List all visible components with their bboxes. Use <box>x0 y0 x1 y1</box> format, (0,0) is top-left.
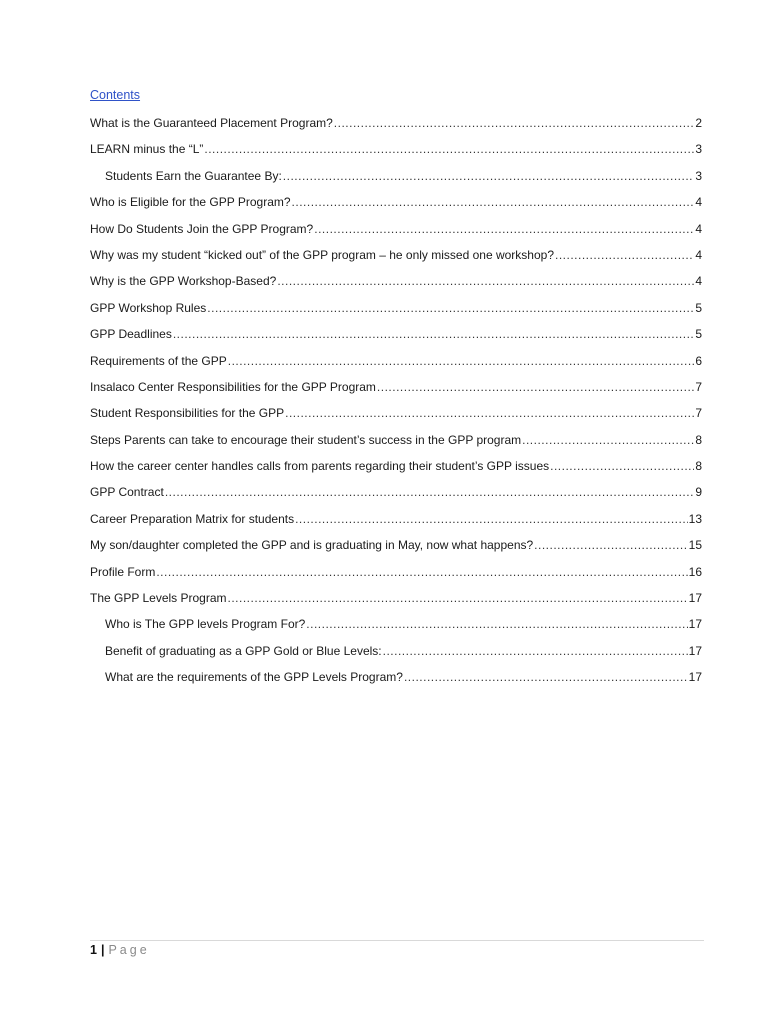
footer-separator: | <box>100 943 105 957</box>
toc-entry-title: Who is The GPP levels Program For? <box>105 617 306 632</box>
toc-dot-leader <box>404 668 688 686</box>
toc-entry[interactable] <box>90 536 702 562</box>
toc-entry-title: Profile Form <box>90 564 156 579</box>
toc-entry[interactable] <box>90 167 702 193</box>
toc-entry-title: Steps Parents can take to encourage their student’s success in the GPP program <box>90 432 522 447</box>
toc-entry-title: Why was my student “kicked out” of the GPP program – he only missed one workshop? <box>90 247 554 262</box>
toc-entry-title: Benefit of graduating as a GPP Gold or Blue Levels: <box>105 643 382 658</box>
toc-entry[interactable] <box>90 246 702 272</box>
toc-entry-page-number: 3 <box>695 168 702 183</box>
toc-dot-leader <box>285 404 694 422</box>
footer-page-number: 1 <box>90 943 97 957</box>
page-footer <box>90 943 150 957</box>
toc-dot-leader <box>383 642 688 660</box>
toc-entry-page-number: 8 <box>695 459 702 474</box>
toc-entry[interactable] <box>90 140 702 166</box>
toc-dot-leader <box>522 431 694 449</box>
toc-dot-leader <box>555 246 694 264</box>
toc-entry[interactable] <box>90 220 702 246</box>
toc-dot-leader <box>228 589 688 607</box>
toc-dot-leader <box>377 378 694 396</box>
toc-entry-page-number: 13 <box>688 511 702 526</box>
toc-entry[interactable] <box>90 299 702 325</box>
toc-entry-title: GPP Deadlines <box>90 327 172 342</box>
toc-entry-title: The GPP Levels Program <box>90 591 227 606</box>
toc-entry-title: How the career center handles calls from parents regarding their student’s GPP issues <box>90 459 550 474</box>
toc-entry-page-number: 6 <box>695 353 702 368</box>
toc-entry[interactable] <box>90 114 702 140</box>
footer-page-word: Page <box>108 943 150 957</box>
footer-divider <box>90 940 704 941</box>
toc-dot-leader <box>173 325 694 343</box>
toc-dot-leader <box>314 220 694 238</box>
toc-entry-title: My son/daughter completed the GPP and is graduating in May, now what happens? <box>90 538 534 553</box>
toc-entry-page-number: 17 <box>688 617 702 632</box>
toc-entry[interactable] <box>90 589 702 615</box>
toc-entry-page-number: 17 <box>688 591 702 606</box>
toc-dot-leader <box>292 193 695 211</box>
toc-entry[interactable] <box>90 404 702 430</box>
toc-dot-leader <box>165 483 695 501</box>
toc-entry-page-number: 5 <box>695 300 702 315</box>
toc-dot-leader <box>204 140 694 158</box>
toc-dot-leader <box>550 457 694 475</box>
toc-entry-page-number: 5 <box>695 327 702 342</box>
toc-dot-leader <box>156 563 687 581</box>
toc-entry[interactable] <box>90 457 702 483</box>
toc-entry[interactable] <box>90 510 702 536</box>
toc-entry-title: How Do Students Join the GPP Program? <box>90 221 314 236</box>
toc-entry-page-number: 4 <box>695 221 702 236</box>
toc-entry-page-number: 16 <box>688 564 702 579</box>
toc-entry-page-number: 9 <box>695 485 702 500</box>
toc-entry-title: Why is the GPP Workshop-Based? <box>90 274 277 289</box>
toc-entry-title: Student Responsibilities for the GPP <box>90 406 285 421</box>
toc-entry-title: What is the Guaranteed Placement Program? <box>90 116 333 130</box>
toc-entry-page-number: 7 <box>695 406 702 421</box>
toc-entry-title: GPP Workshop Rules <box>90 300 207 315</box>
table-of-contents <box>90 114 702 695</box>
toc-entry-page-number: 2 <box>695 116 702 130</box>
toc-entry-title: GPP Contract <box>90 485 164 500</box>
toc-entry[interactable] <box>90 615 702 641</box>
toc-entry-page-number: 4 <box>695 274 702 289</box>
toc-entry-title: Requirements of the GPP <box>90 353 227 368</box>
toc-entry[interactable] <box>90 642 702 668</box>
toc-entry[interactable] <box>90 431 702 457</box>
toc-dot-leader <box>334 114 695 132</box>
toc-dot-leader <box>534 536 687 554</box>
toc-entry[interactable] <box>90 193 702 219</box>
toc-dot-leader <box>207 299 694 317</box>
toc-entry[interactable] <box>90 378 702 404</box>
toc-dot-leader <box>295 510 688 528</box>
toc-entry[interactable] <box>90 668 702 694</box>
toc-heading-link[interactable]: Contents <box>90 88 141 102</box>
toc-entry-title: Who is Eligible for the GPP Program? <box>90 195 291 210</box>
toc-entry-page-number: 7 <box>695 379 702 394</box>
toc-entry[interactable] <box>90 483 702 509</box>
toc-entry-page-number: 15 <box>688 538 702 553</box>
toc-entry-title: What are the requirements of the GPP Levels Program? <box>105 670 403 685</box>
toc-entry-page-number: 4 <box>695 195 702 210</box>
toc-entry-title: LEARN minus the “L” <box>90 142 204 157</box>
toc-entry-title: Career Preparation Matrix for students <box>90 511 295 526</box>
toc-entry-page-number: 17 <box>688 670 702 685</box>
toc-dot-leader <box>283 167 695 185</box>
toc-entry-title: Insalaco Center Responsibilities for the GPP Program <box>90 379 376 394</box>
toc-entry[interactable] <box>90 563 702 589</box>
toc-entry[interactable] <box>90 352 702 378</box>
toc-dot-leader <box>228 352 695 370</box>
toc-dot-leader <box>306 615 687 633</box>
toc-entry-page-number: 3 <box>695 142 702 157</box>
toc-entry[interactable] <box>90 325 702 351</box>
toc-entry[interactable] <box>90 272 702 298</box>
toc-entry-page-number: 17 <box>688 643 702 658</box>
toc-entry-page-number: 8 <box>695 432 702 447</box>
toc-entry-page-number: 4 <box>695 247 702 262</box>
toc-entry-title: Students Earn the Guarantee By: <box>105 168 282 183</box>
toc-dot-leader <box>277 272 694 290</box>
